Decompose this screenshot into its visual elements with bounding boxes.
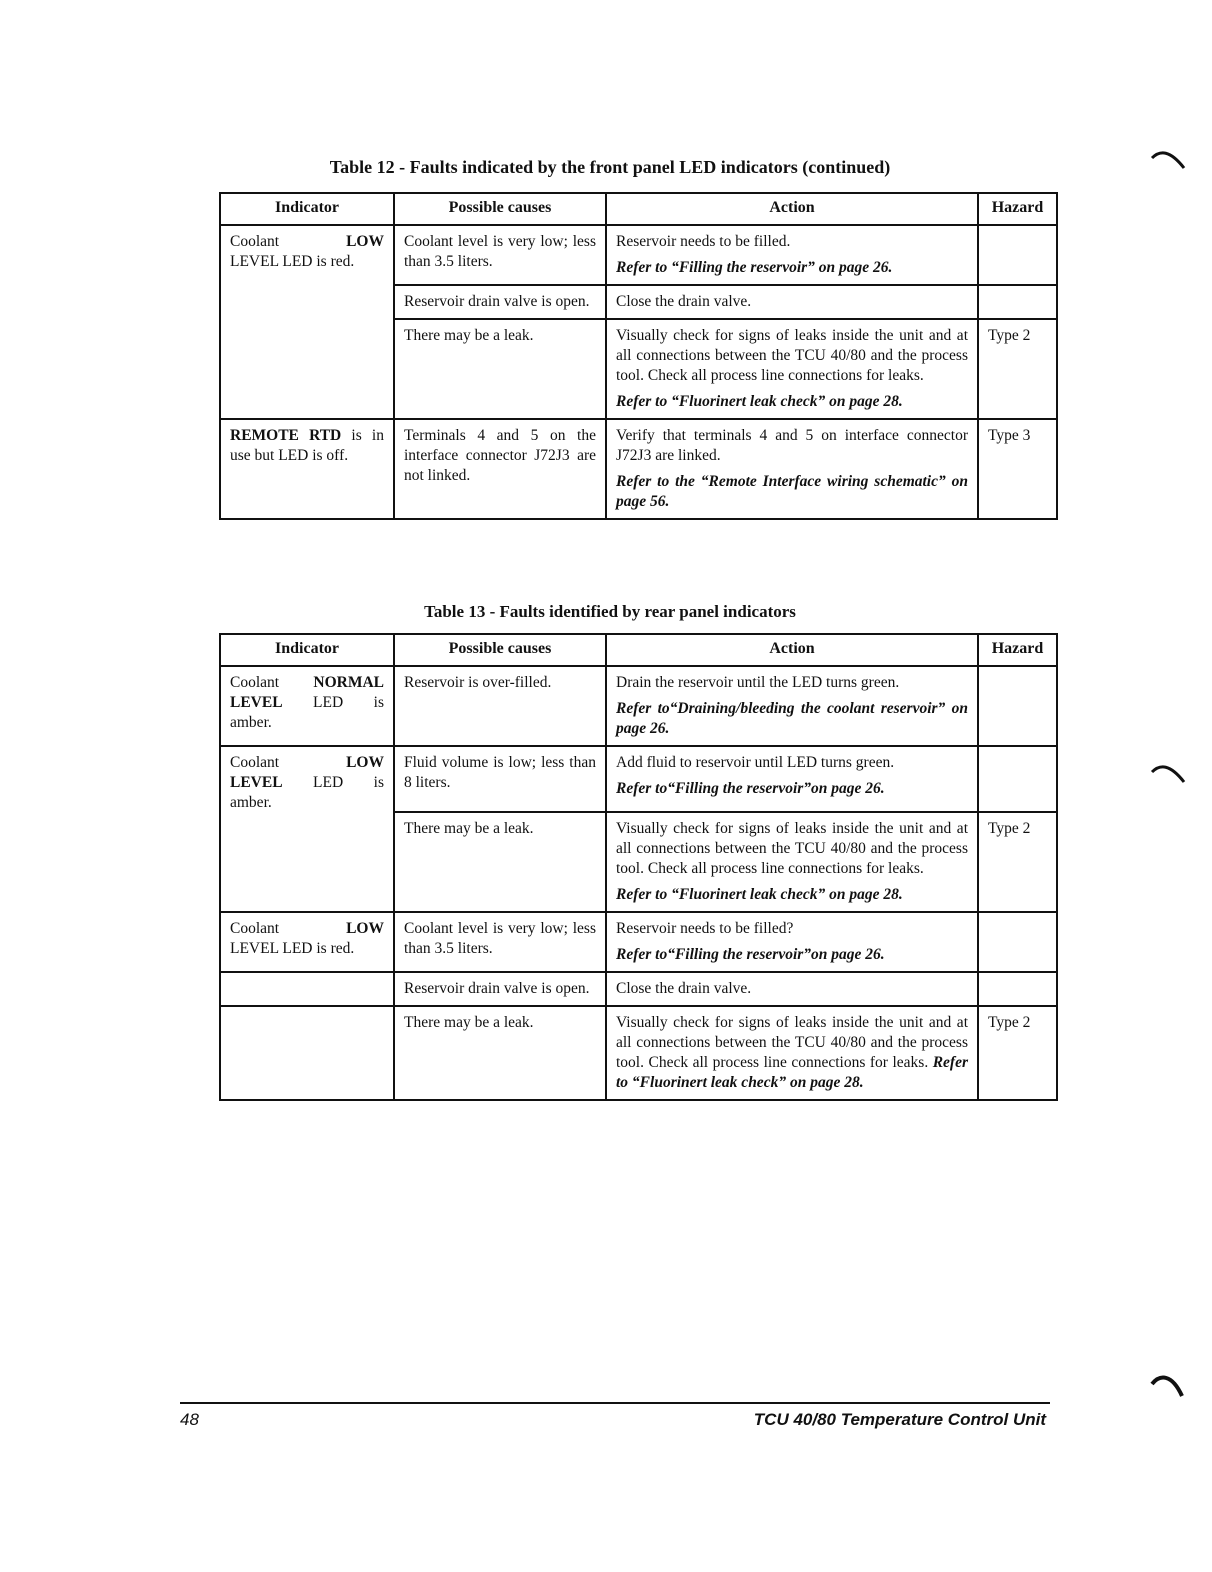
column-header-action: Action (606, 193, 978, 225)
hazard-cell: Type 2 (978, 812, 1057, 912)
column-header-causes: Possible causes (394, 634, 606, 666)
page-number: 48 (180, 1410, 199, 1429)
table-row (220, 419, 1057, 519)
cause-cell: Reservoir drain valve is open. (394, 972, 606, 1006)
column-header-hazard: Hazard (978, 193, 1057, 225)
indicator-text: LEVEL LED is red. (230, 253, 355, 270)
cause-cell: There may be a leak. (394, 319, 606, 419)
table-header-row (220, 634, 1057, 666)
table-header-row (220, 193, 1057, 225)
indicator-cell: Coolant LOW LEVEL LED is red. (220, 912, 394, 972)
table-13-caption: Table 13 - Faults identified by rear panel indicators (424, 602, 796, 621)
action-cell: Close the drain valve. (606, 285, 978, 319)
column-header-causes: Possible causes (394, 193, 606, 225)
margin-mark-icon (1148, 1372, 1188, 1398)
action-cell: Visually check for signs of leaks inside the unit and at all connections between the TCU 40/80 and the process tool. Check all process line connections for leaks. Refer to “Fluorinert leak check” on page 28. (606, 1006, 978, 1100)
hazard-cell: Type 3 (978, 419, 1057, 519)
indicator-cell: Coolant LOW LEVEL LED is red. (220, 225, 394, 419)
table-row (220, 912, 1057, 972)
table-row (220, 666, 1057, 746)
cause-cell: There may be a leak. (394, 1006, 606, 1100)
action-cell: Visually check for signs of leaks inside the unit and at all connections between the TCU 40/80 and the process tool. Check all process line connections for leaks. Refer to “Fluorinert leak check” on page 28. (606, 319, 978, 419)
indicator-cell: Coolant LOW LEVEL LED is amber. (220, 746, 394, 912)
reference-text: Refer to “Fluorinert leak check” on page 28. (616, 1054, 969, 1091)
hazard-cell (978, 972, 1057, 1006)
cause-cell: Terminals 4 and 5 on the interface connector J72J3 are not linked. (394, 419, 606, 519)
table-12-caption: Table 12 - Faults indicated by the front panel LED indicators (continued) (329, 157, 891, 177)
reference-text: Refer to “Fluorinert leak check” on page 28. (616, 886, 903, 903)
reference-text: Refer to “Fluorinert leak check” on page 28. (616, 393, 903, 410)
action-cell: Verify that terminals 4 and 5 on interface connector J72J3 are linked. Refer to the “Remote Interface wiring schematic” on page 56. (606, 419, 978, 519)
table-row (220, 225, 1057, 285)
action-cell: Reservoir needs to be filled. Refer to “Filling the reservoir” on page 26. (606, 225, 978, 285)
reference-text: Refer to“Filling the reservoir”on page 26. (616, 780, 885, 797)
hazard-cell (978, 285, 1057, 319)
hazard-cell (978, 666, 1057, 746)
cause-cell: Reservoir is over-filled. (394, 666, 606, 746)
cause-cell: There may be a leak. (394, 812, 606, 912)
hazard-cell (978, 746, 1057, 812)
indicator-cell: REMOTE RTD is in use but LED is off. (220, 419, 394, 519)
column-header-hazard: Hazard (978, 634, 1057, 666)
action-cell: Reservoir needs to be filled? Refer to“Filling the reservoir”on page 26. (606, 912, 978, 972)
cause-cell: Fluid volume is low; less than 8 liters. (394, 746, 606, 812)
action-cell: Close the drain valve. (606, 972, 978, 1006)
reference-text: Refer to “Filling the reservoir” on page 26. (616, 259, 893, 276)
table-row (220, 972, 1057, 1006)
footer-rule (180, 1402, 1050, 1404)
column-header-indicator: Indicator (220, 193, 394, 225)
cause-cell: Coolant level is very low; less than 3.5 liters. (394, 225, 606, 285)
hazard-cell: Type 2 (978, 1006, 1057, 1100)
margin-mark-icon (1148, 762, 1188, 788)
cause-cell: Coolant level is very low; less than 3.5 liters. (394, 912, 606, 972)
hazard-cell (978, 225, 1057, 285)
indicator-cell (220, 972, 394, 1006)
reference-text: Refer to the “Remote Interface wiring schematic” on page 56. (616, 473, 968, 510)
reference-text: Refer to“Filling the reservoir”on page 26. (616, 946, 885, 963)
table-13 (219, 633, 1058, 1101)
indicator-cell: Coolant NORMAL LEVEL LED is amber. (220, 666, 394, 746)
hazard-cell (978, 912, 1057, 972)
action-cell: Drain the reservoir until the LED turns green. Refer to“Draining/bleeding the coolant reservoir” on page 26. (606, 666, 978, 746)
table-12 (219, 192, 1058, 520)
cause-cell: Reservoir drain valve is open. (394, 285, 606, 319)
hazard-cell: Type 2 (978, 319, 1057, 419)
action-cell: Visually check for signs of leaks inside the unit and at all connections between the TCU 40/80 and the process tool. Check all process line connections for leaks. Refer to “Fluorinert leak check” on page 28. (606, 812, 978, 912)
table-row (220, 746, 1057, 812)
reference-text: Refer to“Draining/bleeding the coolant reservoir” on page 26. (616, 700, 968, 737)
document-title: TCU 40/80 Temperature Control Unit (753, 1410, 1046, 1429)
action-cell: Add fluid to reservoir until LED turns green. Refer to“Filling the reservoir”on page 26. (606, 746, 978, 812)
indicator-cell (220, 1006, 394, 1100)
column-header-action: Action (606, 634, 978, 666)
table-row (220, 1006, 1057, 1100)
column-header-indicator: Indicator (220, 634, 394, 666)
